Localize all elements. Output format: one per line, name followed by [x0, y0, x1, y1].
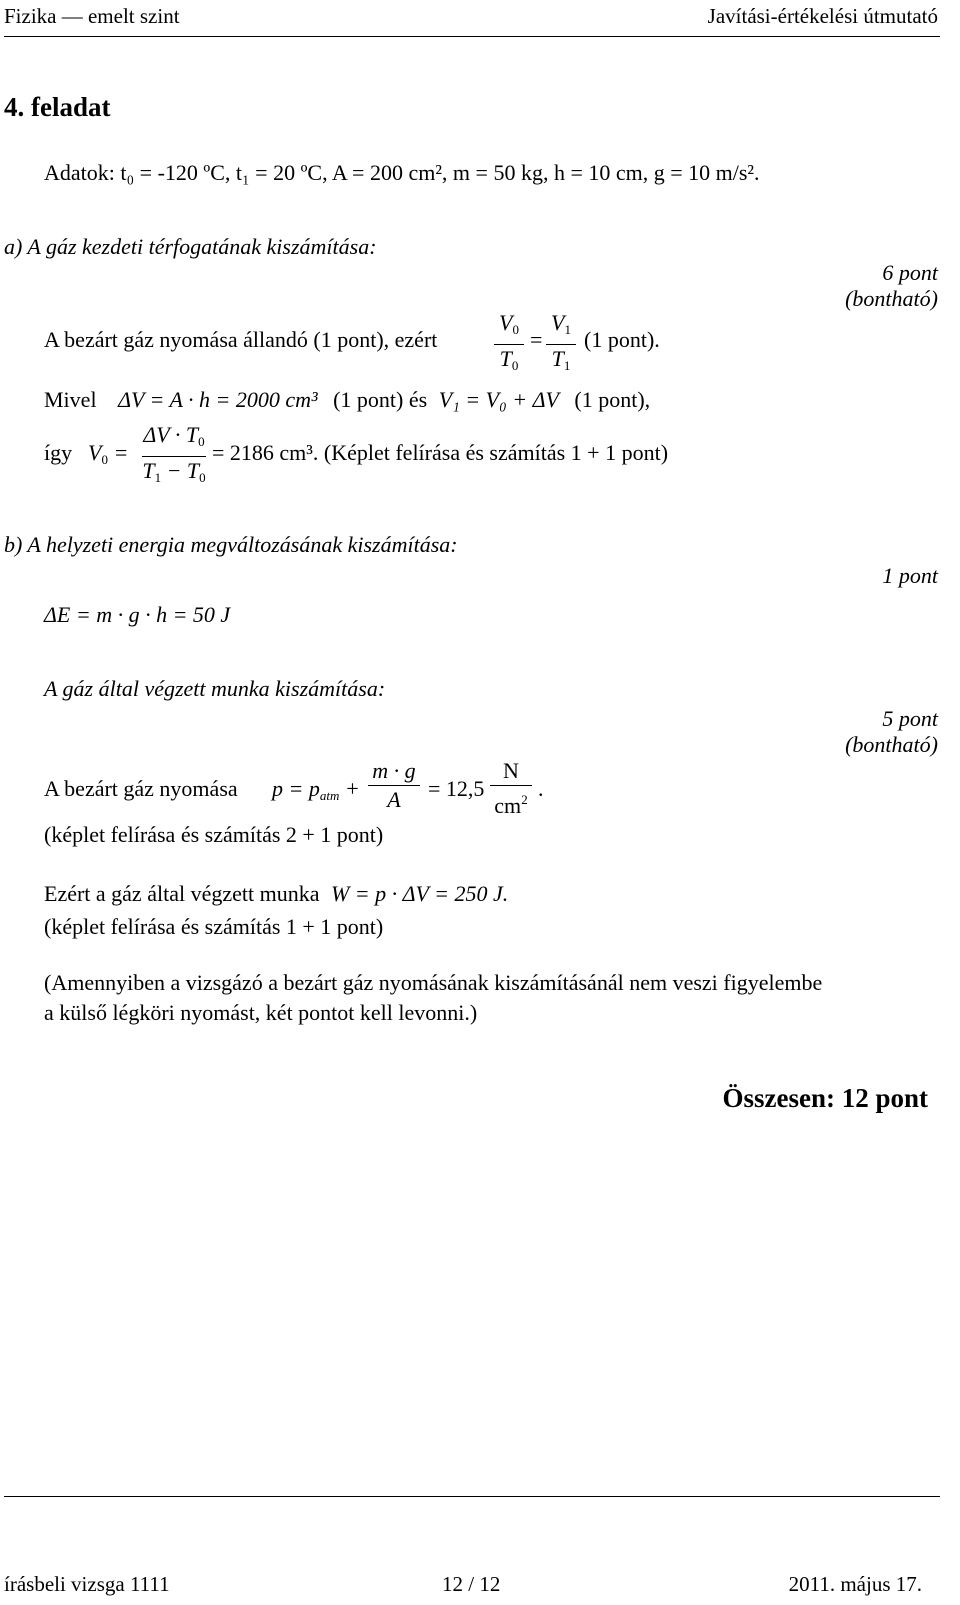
delta-v-formula: ΔV = A · h = 2000 cm³: [118, 387, 318, 412]
denominator-a: A: [387, 787, 401, 812]
line2-mid: (1 pont) és: [333, 387, 428, 412]
part-a-line1-suffix: (1 pont).: [584, 327, 660, 352]
part-a-line1-prefix: A bezárt gáz nyomása állandó (1 pont), ezért: [44, 327, 438, 352]
fraction-v0-t0: [494, 310, 524, 379]
part-a-points-note: (bontható): [845, 286, 938, 311]
denominator-t1-t0: $T_1 - T_0$: [142, 458, 206, 485]
v1-formula: V₁ = V₀ + ΔV: [438, 387, 559, 412]
part-a-line3: [212, 440, 668, 466]
fraction-v0-formula: [142, 422, 206, 491]
work-note: (képlet felírása és számítás 1 + 1 pont): [44, 914, 384, 939]
footer-left: írásbeli vizsga 1111: [4, 1572, 170, 1596]
part-a-points: [845, 260, 938, 312]
line2-suffix: (1 pont),: [574, 387, 651, 412]
t0-label: $T_0$: [499, 346, 519, 373]
part-c-points: [845, 706, 938, 758]
work-line: [44, 881, 508, 907]
header-right: Javítási-értékelési útmutató: [707, 4, 938, 28]
v0-symbol: $V_0$ =: [88, 440, 129, 467]
numerator-mg: m · g: [372, 758, 416, 783]
fraction-mg-a: [368, 758, 420, 813]
data-values: t₀ = -120 ºC, t₁ = 20 ºC, A = 200 cm², m = 50 kg, h = 10 cm, g = 10 m/s².: [120, 160, 760, 185]
unit-n: N: [503, 758, 519, 783]
header-left: Fizika — emelt szint: [4, 4, 180, 28]
footer-rule: [4, 1496, 940, 1497]
footer-page-number: 12 / 12: [442, 1572, 501, 1596]
remark-line-1: (Amennyiben a vizsgázó a bezárt gáz nyomásának kiszámításánál nem veszi figyelembe: [44, 970, 823, 995]
part-a-points-value: 6 pont: [882, 260, 938, 285]
pressure-symbol: $p = p_{atm}$ +: [272, 776, 360, 803]
footer-date: 2011. május 17.: [788, 1572, 922, 1596]
total-points: Összesen: 12 pont: [722, 1083, 928, 1113]
part-c-points-note: (bontható): [845, 732, 938, 757]
line2-prefix: Mivel: [44, 387, 97, 412]
data-label: Adatok:: [44, 160, 115, 185]
part-a-heading: a) A gáz kezdeti térfogatának kiszámítása:: [4, 234, 377, 259]
part-c-heading: A gáz által végzett munka kiszámítása:: [44, 676, 386, 701]
t1-label: $T_1$: [551, 346, 571, 373]
work-prefix: Ezért a gáz által végzett munka: [44, 881, 320, 906]
delta-e-formula: ΔE = m · g · h = 50 J: [44, 602, 231, 627]
part-a-line2: [44, 387, 650, 413]
part-b-points: 1 pont: [882, 563, 938, 588]
task-title: 4. feladat: [4, 92, 111, 122]
unit-n-per-cm2: [490, 758, 532, 819]
v0-result: = 2186 cm³: [212, 440, 313, 465]
pressure-result: = 12,5: [428, 776, 485, 801]
header-rule: [4, 36, 940, 37]
unit-cm2: $cm^2$: [494, 792, 528, 818]
pressure-note: (képlet felírása és számítás 2 + 1 pont): [44, 822, 384, 847]
equals-sign: =: [530, 327, 543, 352]
line3-suffix: . (Képlet felírása és számítás 1 + 1 pont): [312, 440, 669, 465]
part-b-heading: b) A helyzeti energia megváltozásának kiszámítása:: [4, 532, 458, 557]
fraction-v1-t1: [546, 310, 576, 379]
v0-label: $V_0$: [499, 310, 519, 337]
work-formula: W = p · ΔV = 250 J.: [330, 881, 509, 906]
part-c-points-value: 5 pont: [882, 706, 938, 731]
pressure-prefix: A bezárt gáz nyomása: [44, 776, 238, 801]
v1-label: $V_1$: [551, 310, 571, 337]
numerator-dv-t0: $\Delta V \cdot T_0$: [143, 422, 205, 449]
remark-line-2: a külső légköri nyomást, két pontot kell levonni.): [44, 1000, 478, 1025]
pressure-period: .: [538, 776, 544, 801]
data-line: [44, 160, 760, 186]
part-a-line3-prefix: így: [44, 440, 73, 465]
